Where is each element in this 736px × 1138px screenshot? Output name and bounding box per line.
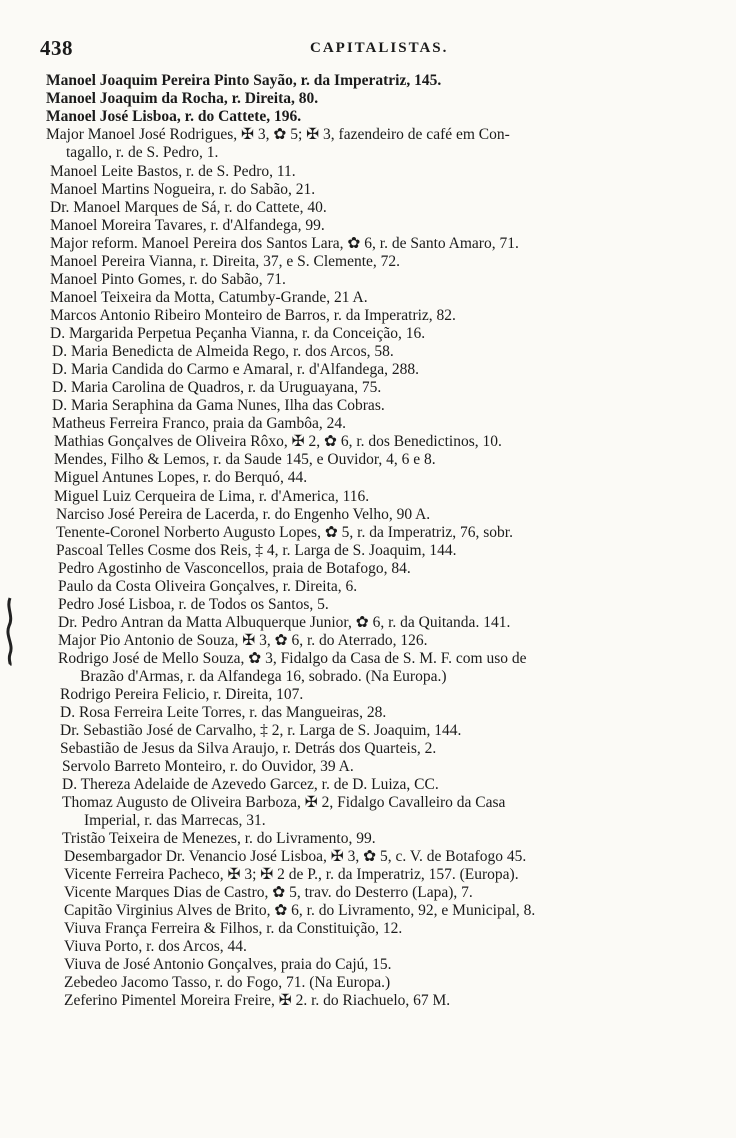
list-item: Miguel Antunes Lopes, r. do Berquó, 44.: [54, 469, 308, 486]
list-item: Manoel Joaquim da Rocha, r. Direita, 80.: [46, 90, 319, 107]
list-item: Dr. Pedro Antran da Matta Albuquerque Junior, ✿ 6, r. da Quitanda. 141.: [58, 614, 511, 631]
list-item: Manoel José Lisboa, r. do Cattete, 196.: [46, 108, 302, 125]
list-item: Tenente-Coronel Norberto Augusto Lopes, ✿ 5, r. da Imperatriz, 76, sobr.: [56, 524, 513, 541]
list-item: Matheus Ferreira Franco, praia da Gambôa, 24.: [52, 415, 346, 432]
list-item: D. Maria Candida do Carmo e Amaral, r. d'Alfandega, 288.: [52, 361, 419, 378]
list-item: Thomaz Augusto de Oliveira Barboza, ✠ 2, Fidalgo Cavalleiro da Casa: [62, 794, 506, 811]
list-item: D. Maria Benedicta de Almeida Rego, r. dos Arcos, 58.: [52, 343, 394, 360]
running-head: CAPITALISTAS.: [310, 40, 449, 56]
list-item: Zeferino Pimentel Moreira Freire, ✠ 2. r. do Riachuelo, 67 M.: [64, 992, 451, 1009]
list-item: Vicente Ferreira Pacheco, ✠ 3; ✠ 2 de P., r. da Imperatriz, 157. (Europa).: [64, 866, 519, 883]
list-item: Servolo Barreto Monteiro, r. do Ouvidor, 39 A.: [62, 758, 354, 775]
list-item: D. Maria Seraphina da Gama Nunes, Ilha das Cobras.: [52, 397, 385, 414]
list-item: Manoel Moreira Tavares, r. d'Alfandega, 99.: [50, 217, 325, 234]
list-item: Tristão Teixeira de Menezes, r. do Livramento, 99.: [62, 830, 376, 847]
list-item: Paulo da Costa Oliveira Gonçalves, r. Direita, 6.: [58, 578, 358, 595]
list-item: Manoel Leite Bastos, r. de S. Pedro, 11.: [50, 163, 296, 180]
list-item: Viuva Porto, r. dos Arcos, 44.: [64, 938, 247, 955]
list-item: Sebastião de Jesus da Silva Araujo, r. Detrás dos Quarteis, 2.: [60, 740, 437, 757]
list-item: Rodrigo José de Mello Souza, ✿ 3, Fidalgo da Casa de S. M. F. com uso de: [58, 650, 527, 667]
list-item: Major Pio Antonio de Souza, ✠ 3, ✿ 6, r. do Aterrado, 126.: [58, 632, 428, 649]
list-item: Dr. Sebastião José de Carvalho, ‡ 2, r. Larga de S. Joaquim, 144.: [60, 722, 462, 739]
list-item: Miguel Luiz Cerqueira de Lima, r. d'America, 116.: [54, 488, 370, 505]
list-item: Marcos Antonio Ribeiro Monteiro de Barros, r. da Imperatriz, 82.: [50, 307, 456, 324]
list-item: Viuva França Ferreira & Filhos, r. da Constituição, 12.: [64, 920, 403, 937]
list-item: Mendes, Filho & Lemos, r. da Saude 145, e Ouvidor, 4, 6 e 8.: [54, 451, 436, 468]
list-item: Manoel Martins Nogueira, r. do Sabão, 21.: [50, 181, 316, 198]
list-item: Rodrigo Pereira Felicio, r. Direita, 107.: [60, 686, 304, 703]
list-item: Dr. Manoel Marques de Sá, r. do Cattete, 40.: [50, 199, 327, 216]
list-item: D. Margarida Perpetua Peçanha Vianna, r. da Conceição, 16.: [50, 325, 426, 342]
list-item: Manoel Pinto Gomes, r. do Sabão, 71.: [50, 271, 286, 288]
list-item: Manoel Teixeira da Motta, Catumby-Grande, 21 A.: [50, 289, 368, 306]
list-item: D. Maria Carolina de Quadros, r. da Uruguayana, 75.: [52, 379, 382, 396]
list-item: D. Thereza Adelaide de Azevedo Garcez, r. de D. Luiza, CC.: [62, 776, 439, 793]
list-item: Manoel Pereira Vianna, r. Direita, 37, e S. Clemente, 72.: [50, 253, 401, 270]
list-item: Viuva de José Antonio Gonçalves, praia do Cajú, 15.: [64, 956, 392, 973]
list-item: Major reform. Manoel Pereira dos Santos Lara, ✿ 6, r. de Santo Amaro, 71.: [50, 235, 519, 252]
list-item: Mathias Gonçalves de Oliveira Rôxo, ✠ 2, ✿ 6, r. dos Benedictinos, 10.: [54, 433, 502, 450]
list-item: Vicente Marques Dias de Castro, ✿ 5, trav. do Desterro (Lapa), 7.: [64, 884, 473, 901]
list-item: Zebedeo Jacomo Tasso, r. do Fogo, 71. (Na Europa.): [64, 974, 391, 991]
page-number: 438: [40, 36, 73, 60]
list-item: Desembargador Dr. Venancio José Lisboa, ✠ 3, ✿ 5, c. V. de Botafogo 45.: [64, 848, 527, 865]
list-item: Narciso José Pereira de Lacerda, r. do Engenho Velho, 90 A.: [56, 506, 431, 523]
list-item: Pascoal Telles Cosme dos Reis, ‡ 4, r. Larga de S. Joaquim, 144.: [56, 542, 457, 559]
list-item: Pedro José Lisboa, r. de Todos os Santos, 5.: [58, 596, 329, 613]
list-item-continuation: tagallo, r. de S. Pedro, 1.: [66, 144, 219, 161]
list-item-continuation: Brazão d'Armas, r. da Alfandega 16, sobrado. (Na Europa.): [80, 668, 447, 685]
list-item: Pedro Agostinho de Vasconcellos, praia de Botafogo, 84.: [58, 560, 411, 577]
list-item-continuation: Imperial, r. das Marrecas, 31.: [84, 812, 266, 829]
list-item: Manoel Joaquim Pereira Pinto Sayão, r. da Imperatriz, 145.: [46, 72, 442, 89]
list-item: Capitão Virginius Alves de Brito, ✿ 6, r. do Livramento, 92, e Municipal, 8.: [64, 902, 536, 919]
list-item: Major Manoel José Rodrigues, ✠ 3, ✿ 5; ✠ 3, fazendeiro de café em Con-: [46, 126, 510, 143]
list-item: D. Rosa Ferreira Leite Torres, r. das Mangueiras, 28.: [60, 704, 387, 721]
